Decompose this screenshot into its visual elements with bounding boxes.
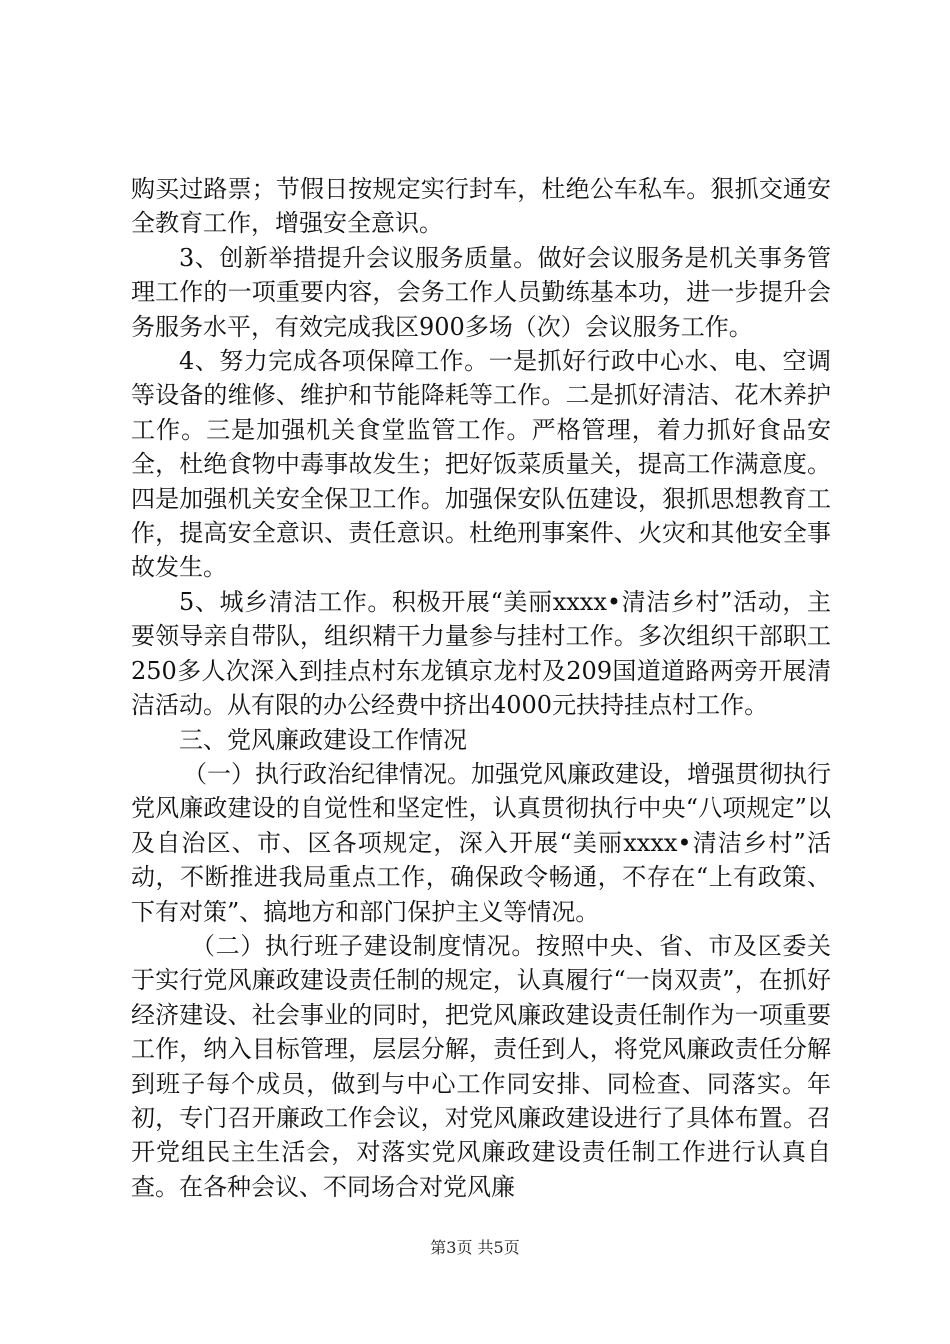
paragraph-transport-continued: 购买过路票；节假日按规定实行封车，杜绝公车私车。狠抓交通安全教育工作，增强安全意识。 xyxy=(131,175,831,238)
section-heading-party-conduct: 三、党风廉政建设工作情况 xyxy=(179,725,467,754)
document-body xyxy=(131,172,831,1204)
paragraph-meeting-service: 3、创新举措提升会议服务质量。做好会议服务是机关事务管理工作的一项重要内容，会务工作人员勤练基本功，进一步提升会务服务水平，有效完成我区900多场（次）会议服务工作。 xyxy=(131,243,831,341)
page-footer: 第3页 共5页 xyxy=(430,1238,520,1257)
paragraph-team-building: （二）执行班子建设制度情况。按照中央、省、市及区委关于实行党风廉政建设责任制的规定，认真履行“一岗双责”，在抓好经济建设、社会事业的同时，把党风廉政建设责任制作为一项重要工作，纳入目标管理，层层分解，责任到人，将党风廉政责任分解到班子每个成员，做到与中心工作同安排、同检查、同落实。年初，专门召开廉政工作会议，对党风廉政建设进行了具体布置。召开党组民主生活会，对落实党风廉政建设责任制工作进行认真自查。在各种会议、不同场合对党风廉 xyxy=(131,931,831,1201)
paragraph-support-work: 4、努力完成各项保障工作。一是抓好行政中心水、电、空调等设备的维修、维护和节能降耗等工作。二是抓好清洁、花木养护工作。三是加强机关食堂监管工作。严格管理，着力抓好食品安全，杜绝食物中毒事故发生；把好饭菜质量关，提高工作满意度。四是加强机关安全保卫工作。加强保安队伍建设，狠抓思想教育工作，提高安全意识、责任意识。杜绝刑事案件、火灾和其他安全事故发生。 xyxy=(131,347,831,582)
paragraph-cleaning-work: 5、城乡清洁工作。积极开展“美丽xxxx•清洁乡村”活动，主要领导亲自带队，组织精干力量参与挂村工作。多次组织干部职工250多人次深入到挂点村东龙镇京龙村及209国道道路两旁开展清洁活动。从有限的办公经费中挤出4000元扶持挂点村工作。 xyxy=(131,587,831,720)
paragraph-political-discipline: （一）执行政治纪律情况。加强党风廉政建设，增强贯彻执行党风廉政建设的自觉性和坚定性，认真贯彻执行中央“八项规定”以及自治区、市、区各项规定，深入开展“美丽xxxx•清洁乡村”活动，不断推进我局重点工作，确保政令畅通，不存在“上有政策、下有对策”、搞地方和部门保护主义等情况。 xyxy=(131,759,831,926)
